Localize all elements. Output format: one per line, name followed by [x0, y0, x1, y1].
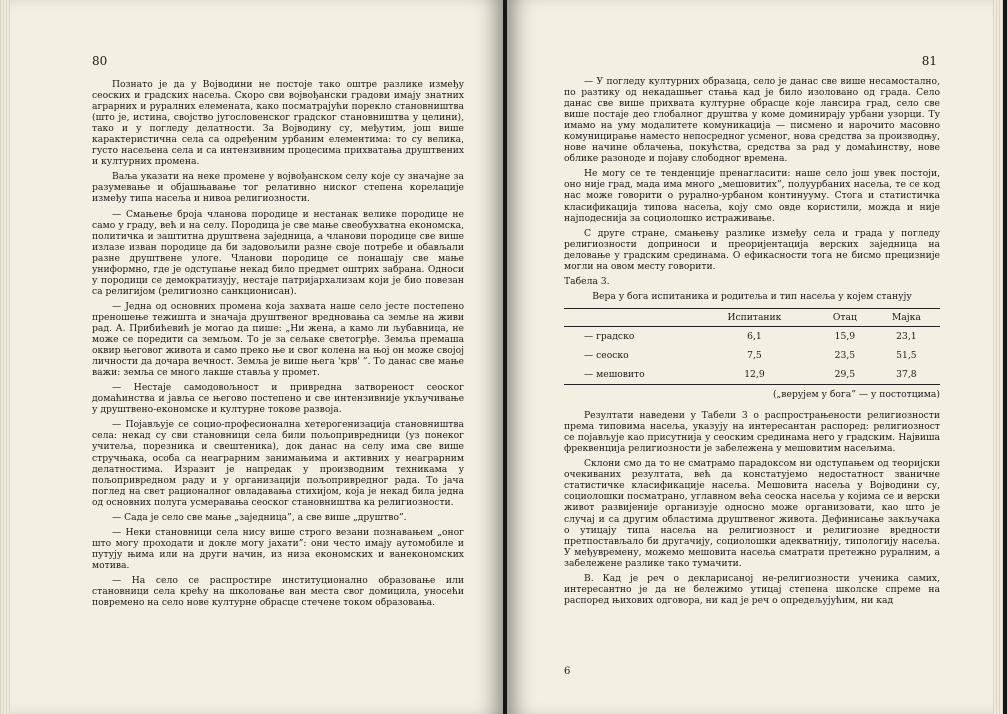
paragraph: — Смањење броја чланова породице и нестанак велике породице не само у граду, већ и на селу. Породица је све мање свеобухватна економска, политичка и заштитна друштвена заједница, а чланови породице све више излазе изван породице да би задовољили разне своје потребе и обављали разне друштвене улоге. Чланови породице се понашају све мање униформно, где је одступање некад било предмет оштрих забрана. Односи у породици се демократизују, нестаје патријархализам који је био повезан са религијом (религиозно санкционисан). [92, 208, 464, 297]
table-note: („верујем у бога” — у постотцима) [772, 389, 940, 401]
table-row [564, 326, 940, 346]
left-page-body [92, 79, 464, 612]
right-page-body [564, 76, 940, 610]
table-header: Отац [832, 311, 857, 323]
paragraph: — Неки становници села нису више строго везани познавањем „оног што могу проходати и докле могу јахати”: они често имају аутомобиле и путују њима или на други начин, из низа економских и ванекономских мотива. [92, 526, 464, 571]
paragraph: С друге стране, смањењу разлике између села и града у погледу религиозности доприноси и преоријентација верских заједница на деловање у градским срединама. О ефикасности тога не бисмо прецизније могли на овом месту говорити. [564, 227, 940, 272]
page-number: 81 [921, 54, 937, 68]
table-row [564, 365, 940, 385]
table-cell: 29,5 [834, 368, 856, 380]
table-title: Вера у бога испитаника и родитеља и тип насеља у којем станују [592, 290, 912, 302]
table-cell: — градско [584, 330, 635, 342]
table-header-row [564, 308, 940, 326]
table-row [564, 346, 940, 365]
paragraph: — Нестаје самодовољност и привредна затвореност сеоског домаћинства и јавља се његово постепено и све интензивније укључивање у друштвено-економске и културне токове развоја. [92, 382, 464, 416]
table-cell: 15,9 [834, 330, 856, 342]
page-edge [0, 0, 10, 714]
paragraph: Ваља указати на неке промене у војвођанском селу које су значајне за разумевање и објашњавање тог релативно ниског степена корелације између типа насеља и нивоа религиозности. [92, 171, 464, 205]
table-cell: 51,5 [896, 349, 917, 361]
right-page [507, 0, 1003, 714]
table-cell: — сеоско [584, 349, 629, 361]
table-cell: 37,8 [896, 368, 917, 380]
paragraph: — Једна од основних промена која захвата наше село јесте постепено преношење тежишта и значаја друштвеног вредновања са земље на живи рад. А. Прибићевић је могао да пише: „Ни жена, а камо ли љубавница, не може се поредити са земљом. То је за сељаке светогрђе. Земља премаша оквир његовог живота и само преко ње и свог колена на њој он може својој личности да дочара вечност. Земља је више њега 'крв' ”. То данас све мање важи: земља се много лакше ставља у промет. [92, 300, 464, 379]
table-cell: — мешовито [584, 368, 645, 380]
table-header: Испитаник [727, 311, 782, 323]
left-page [0, 0, 503, 714]
table-cell: 23,5 [834, 349, 856, 361]
paragraph: — У погледу културних образаца, село је данас све више несамостално, по разтику од некадашњег стања кад је било изоловано од града. Село данас све више прихвата културне обрасце које лансира град, село све више постаје део глобалног друштва у коме доминирају урбани узорци. Ту имамо на уму модалитете комуникација — писмено и нарочито масовно комуницирање наместо непосредног усменог, нова средства за производњу, нове начине облачења, покућства, средства за рад у домаћинству, нове облике разоноде и појаву слободног времена. [564, 76, 940, 165]
paragraph: Резултати наведени у Табели 3 о распрострањености религиозности према типовима насеља, указују на интересантан распоред: религиозност се појављује као присутнија у сеоским срединама него у градским. Највиша фреквенција религиозности је забележена у мешовитим насељима. [564, 410, 940, 455]
paragraph: — Појављује се социо-професионална хетерогенизација становништва села: некад су сви становници села били пољопривредници (уз понеког учитеља, порезника и свештеника), док данас на селу има све више стручњака, особа са неаграрним занимањима и активних у неаграрним делатностима. Изразит је напредак у производним техникама у пољопривредном раду и у организацији пољопривредног рада. То јача поглед на свет рационалног овладавања стихијом, која је некад била једна од основних полуга усмеравања сеоског становништва ка религиозности. [92, 419, 464, 508]
table-header [564, 308, 692, 326]
paragraph: — На село се распростире институционално образовање или становници села крећу на школовање ван места свог домицила, уносећи повремено на село нове културне обрасце стечене током образовања. [92, 574, 464, 609]
paragraph: Познато је да у Војводини не постоје тако оштре разлике између сеоских и градских насеља. Скоро сви војвођански градови имају знатних аграрних и руралних елемената, како посматрајући порекло становништва (што је, истина, својство југословенског градског становништва у целини), тако и у погледу делатности. За Војводину су, међутим, још више карактеристична села са одређеним урбаним елементима: то су велика, густо насељена села и са интензивним процесима прихватања друштвених и културних промена. [92, 79, 464, 168]
paragraph: В. Кад је реч о декларисаној не-религиозности ученика самих, интересантно је да не бележимо утицај степена школске спреме на распоред њихових одговора, ни кад је реч о опредељујућим, ни кад [564, 572, 940, 606]
signature-mark: 6 [564, 666, 571, 677]
table-header: Мајка [891, 311, 921, 323]
page-edge [993, 0, 1003, 714]
paragraph: — Сада је село све мање „заједница”, а све више „друштво”. [112, 511, 407, 523]
table-cell: 7,5 [747, 349, 762, 361]
table-cell: 12,9 [744, 368, 765, 380]
table-cell: 6,1 [747, 330, 762, 342]
table-cell: 23,1 [896, 330, 917, 342]
paragraph: Склони смо да то не сматрамо парадоксом ни одступањем од теоријски очекиваних резултата, већ да констатујемо недостатност званичне статистичке класификације насеља. Мешовита насеља у Војводини су, социолошки посматрано, углавном већа сеоска насеља у којима се и верски живот развијеније организује односно може организовати, као што је случај и са другим областима друштвеног живота. Дефинисање закључака о утицају типа насеља на религиозност и религиозне вредности претпостављало би другачију, социолошки адекватнију, типологију насеља. У међувремену, можемо мешовита насеља сматрати претежно руралним, а забележене разлике тако тумачити. [564, 458, 940, 569]
paragraph: Не могу се те тенденције пренагласити: наше село још увек постоји, оно није град, мада има много „мешовитих”, полуурбаних насеља, те се код нас може говорити о рурално-урбаном континууму. Стога и статистичка класификација типова насеља, коју смо овде користили, можда и није најподеснија за социолошко истраживање. [564, 168, 940, 224]
table-caption: Табела 3. [564, 275, 610, 287]
page-number: 80 [92, 54, 108, 68]
data-table [564, 308, 940, 385]
